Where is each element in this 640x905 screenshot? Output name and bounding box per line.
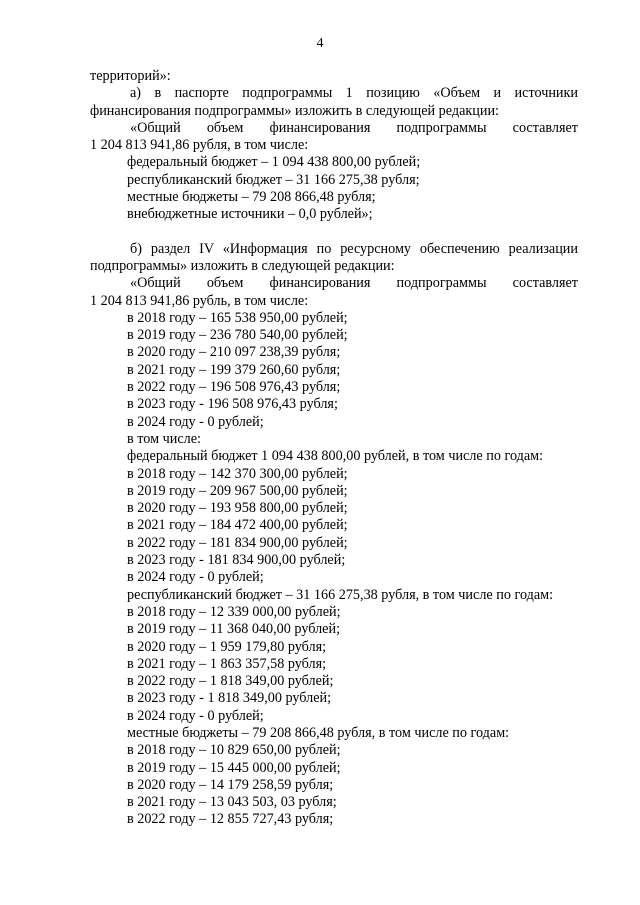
republic-year-line: в 2024 году - 0 рублей;: [127, 707, 264, 724]
federal-budget-header: федеральный бюджет 1 094 438 800,00 рублей, в том числе по годам:: [127, 448, 544, 465]
federal-year-line: в 2020 году – 193 958 800,00 рублей;: [127, 500, 348, 517]
republic-year-line: в 2021 году – 1 863 357,58 рубля;: [127, 655, 327, 672]
year-line: в 2019 году – 236 780 540,00 рублей;: [127, 327, 348, 344]
republic-budget-header: республиканский бюджет – 31 166 275,38 рубля, в том числе по годам:: [127, 586, 554, 603]
federal-year-line: в 2021 году – 184 472 400,00 рублей;: [127, 517, 348, 534]
local-year-line: в 2021 году – 13 043 503, 03 рубля;: [127, 794, 337, 811]
year-line: в 2018 году – 165 538 950,00 рублей;: [127, 309, 348, 326]
federal-year-line: в 2019 году – 209 967 500,00 рублей;: [127, 482, 348, 499]
text-line: «Общий объем финансирования подпрограммы составляет: [130, 119, 578, 136]
federal-year-line: в 2022 году – 181 834 900,00 рублей;: [127, 534, 348, 551]
republic-year-line: в 2018 году – 12 339 000,00 рублей;: [127, 603, 341, 620]
text-line: территорий»:: [90, 68, 171, 84]
paragraph-gap: [90, 224, 578, 241]
text-line: в том числе:: [127, 430, 201, 447]
text-line: 1 204 813 941,86 рубля, в том числе:: [90, 137, 309, 154]
text-line: федеральный бюджет – 1 094 438 800,00 рублей;: [127, 154, 421, 171]
text-line: республиканский бюджет – 31 166 275,38 рубля;: [127, 171, 420, 188]
local-year-line: в 2022 году – 12 855 727,43 рубля;: [127, 811, 334, 828]
republic-year-line: в 2022 году – 1 818 349,00 рублей;: [127, 673, 334, 690]
text-line: финансирования подпрограммы» изложить в следующей редакции:: [90, 102, 499, 119]
republic-year-line: в 2023 году - 1 818 349,00 рублей;: [127, 690, 332, 707]
text-line: внебюджетные источники – 0,0 рублей»;: [127, 206, 373, 223]
page-number: 4: [316, 36, 324, 51]
year-line: в 2023 году - 196 508 976,43 рубля;: [127, 396, 338, 413]
text-line: местные бюджеты – 79 208 866,48 рубля;: [127, 189, 376, 206]
year-line: в 2021 году – 199 379 260,60 рубля;: [127, 361, 341, 378]
local-year-line: в 2020 году – 14 179 258,59 рубля;: [127, 776, 334, 793]
text-line: подпрограммы» изложить в следующей редакции:: [90, 257, 395, 274]
year-line: в 2024 году - 0 рублей;: [127, 413, 264, 430]
local-budget-header: местные бюджеты – 79 208 866,48 рубля, в том числе по годам:: [127, 724, 510, 741]
paragraph-a-line: а) в паспорте подпрограммы 1 позицию «Объем и источники: [130, 85, 578, 102]
federal-year-line: в 2018 году – 142 370 300,00 рублей;: [127, 465, 348, 482]
republic-year-line: в 2019 году – 11 368 040,00 рублей;: [127, 621, 341, 638]
local-year-line: в 2019 году – 15 445 000,00 рублей;: [127, 759, 341, 776]
federal-year-line: в 2023 году - 181 834 900,00 рублей;: [127, 552, 346, 569]
document-body: [90, 68, 578, 829]
federal-year-line: в 2024 году - 0 рублей;: [127, 569, 264, 586]
republic-year-line: в 2020 году – 1 959 179,80 рубля;: [127, 638, 327, 655]
text-line: «Общий объем финансирования подпрограммы составляет: [130, 275, 578, 292]
local-year-line: в 2018 году – 10 829 650,00 рублей;: [127, 742, 341, 759]
paragraph-b-line: б) раздел IV «Информация по ресурсному обеспечению реализации: [130, 240, 578, 257]
year-line: в 2022 году – 196 508 976,43 рубля;: [127, 379, 341, 396]
text-line: 1 204 813 941,86 рубль, в том числе:: [90, 292, 309, 309]
year-line: в 2020 году – 210 097 238,39 рубля;: [127, 344, 341, 361]
